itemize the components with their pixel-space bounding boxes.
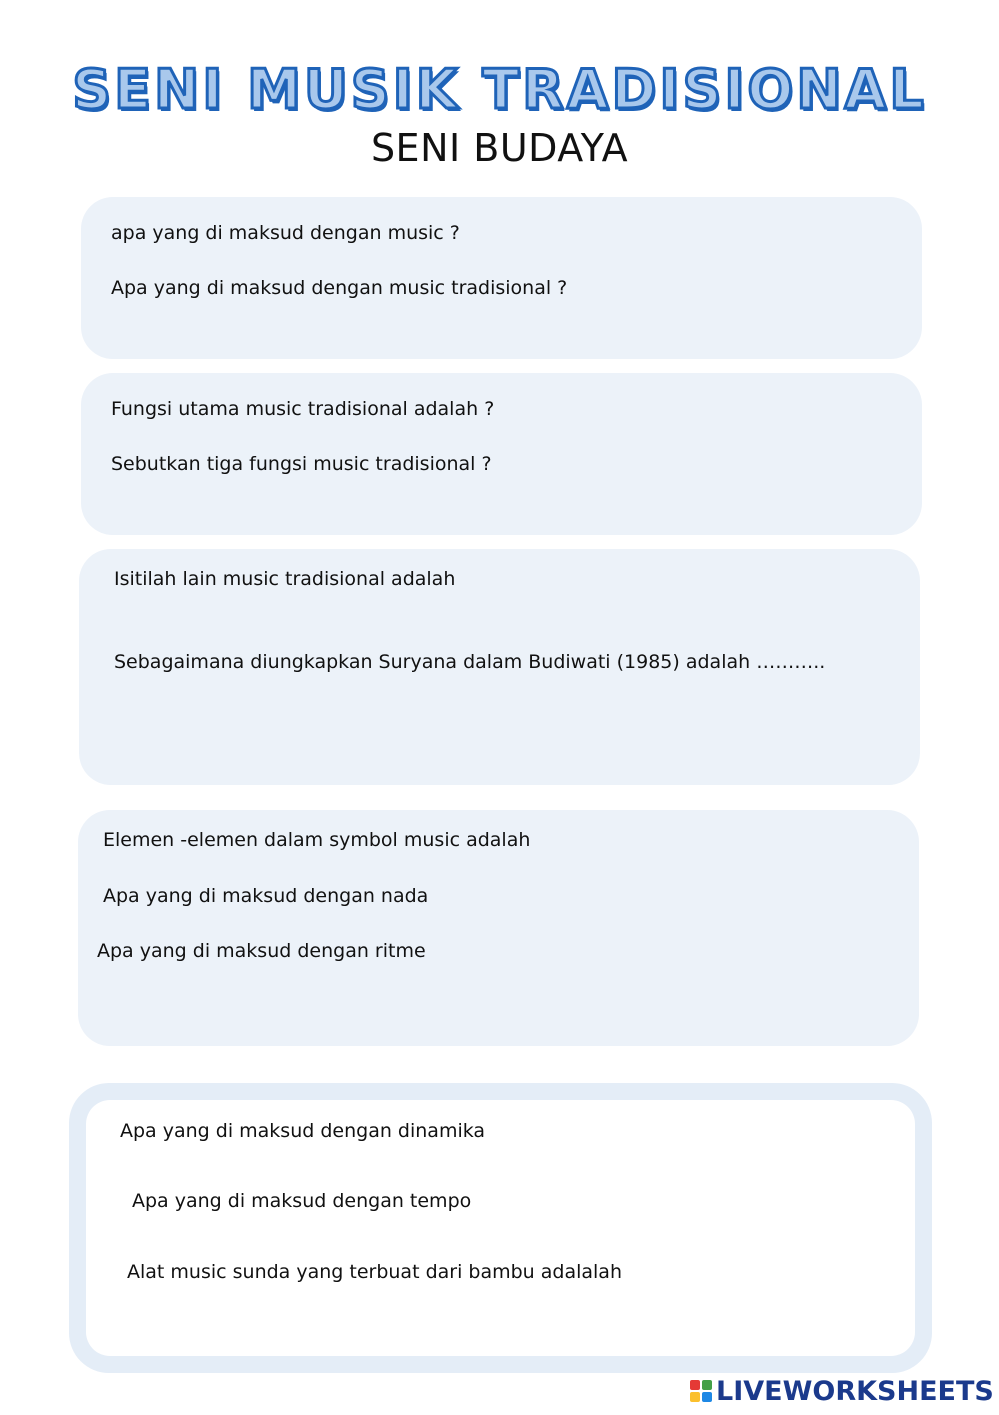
question-text: Sebagaimana diungkapkan Suryana dalam Budiwati (1985) adalah ………..	[114, 651, 826, 673]
question-text: Apa yang di maksud dengan dinamika	[120, 1120, 486, 1142]
question-text: Apa yang di maksud dengan nada	[103, 885, 429, 907]
question-text: Apa yang di maksud dengan music tradisional ?	[111, 277, 568, 299]
liveworksheets-logo-icon	[690, 1380, 712, 1402]
question-text: apa yang di maksud dengan music ?	[111, 222, 460, 244]
logo-square-red	[690, 1380, 700, 1390]
brand-text: LIVEWORKSHEETS	[716, 1375, 994, 1407]
question-card-3	[79, 549, 920, 785]
worksheet-subtitle: SENI BUDAYA	[370, 126, 629, 170]
logo-square-blue	[702, 1392, 712, 1402]
question-text: Apa yang di maksud dengan tempo	[132, 1190, 472, 1212]
worksheet-title: SENI MUSIK TRADISIONAL	[72, 58, 927, 121]
question-text: Isitilah lain music tradisional adalah	[114, 568, 456, 590]
question-card-1	[81, 197, 922, 359]
question-card-5-frame	[69, 1083, 932, 1373]
question-card-5	[86, 1100, 915, 1356]
question-text: Fungsi utama music tradisional adalah ?	[111, 398, 495, 420]
question-text: Apa yang di maksud dengan ritme	[97, 940, 426, 962]
logo-square-yellow	[690, 1392, 700, 1402]
question-card-4	[78, 810, 919, 1046]
question-text: Sebutkan tiga fungsi music tradisional ?	[111, 453, 492, 475]
question-text: Elemen -elemen dalam symbol music adalah	[103, 829, 531, 851]
logo-square-green	[702, 1380, 712, 1390]
liveworksheets-brand	[690, 1376, 994, 1406]
question-card-2	[81, 373, 922, 535]
question-text: Alat music sunda yang terbuat dari bambu adalalah	[127, 1261, 622, 1283]
